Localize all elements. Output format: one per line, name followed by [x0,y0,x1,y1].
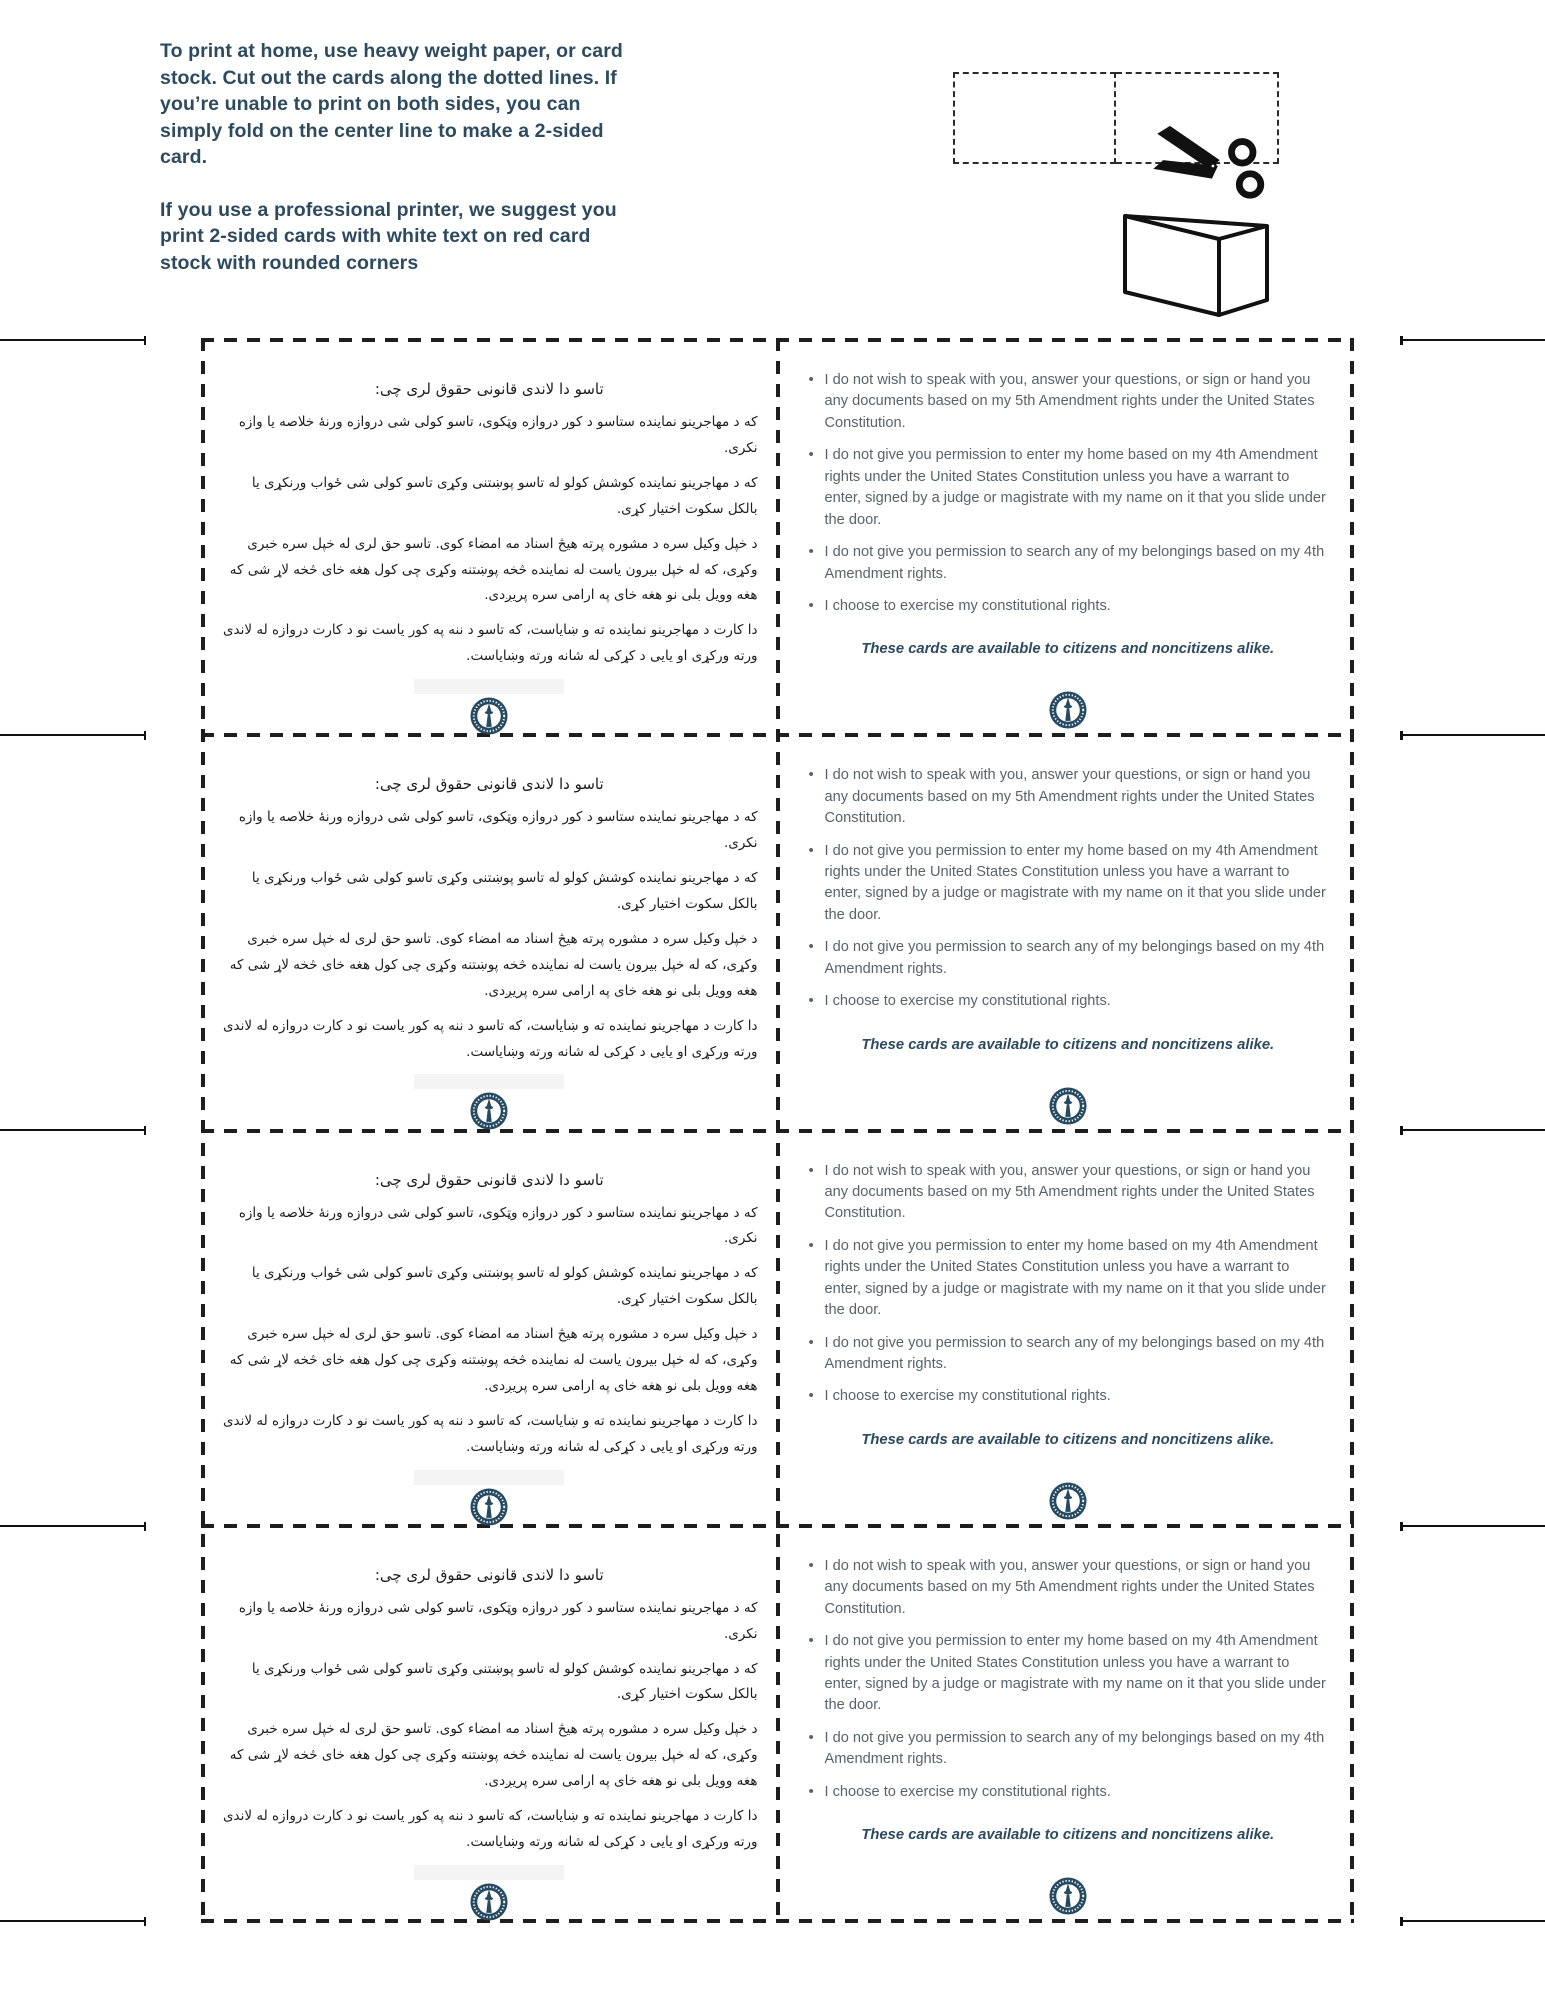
crop-mark [1400,339,1545,341]
pashto-paragraph: که د مهاجرینو نماینده ستاسو د کور دروازه وټکوی، تاسو کولی شی دروازه ورنۀ خلاصه یا وازه نکری. [238,414,758,456]
pashto-paragraph: د خپل وکیل سره د مشوره پرته هیڅ اسناد مه امضاء کوی. تاسو حق لری له خپل سره خبری وکړی، که له خپل بیرون یاست له نماینده څخه پوښتنه وکړی چی کول هغه خای څخه لاړ شی که هغه وویل بلی نو هغه خای په ارامی سره پریږدی. [229,1721,758,1790]
pashto-paragraph: که د مهاجرینو نماینده ستاسو د کور دروازه وټکوی، تاسو کولی شی دروازه ورنۀ خلاصه یا وازه نکری. [238,1204,758,1247]
home-print-instructions: To print at home, use heavy weight paper, or card stock. Cut out the cards along the dotted lines. If you’re unable to print on both sides, you can simply fold on the center line to make a 2-sided card. [160,40,623,169]
citizens-note: These cards are available to citizens and noncitizens alike. [861,641,1275,658]
organization-seal-icon [470,1092,508,1130]
pashto-paragraph: د خپل وکیل سره د مشوره پرته هیڅ اسناد مه امضاء کوی. تاسو حق لری له خپل سره خبری وکړی، که له خپل بیرون یاست له نماینده څخه پوښتنه وکړی چی کول هغه خای څخه لاړ شی که هغه وویل بلی نو هغه خای په ارامی سره پریږدی. [229,930,758,999]
rights-bullet-list [806,1556,1331,1814]
faded-url-area [414,1865,564,1880]
english-rights-card [778,1526,1353,1921]
pashto-card-heading: تاسو دا لاندی قانونی حقوق لری چی: [374,1170,604,1189]
crop-mark [0,339,146,341]
pashto-card-heading: تاسو دا لاندی قانونی حقوق لری چی: [374,380,604,398]
pashto-paragraph: د خپل وکیل سره د مشوره پرته هیڅ اسناد مه امضاء کوی. تاسو حق لری له خپل سره خبری وکړی، که له خپل بیرون یاست له نماینده څخه پوښتنه وکړی چی کول هغه خای څخه لاړ شی که هغه وویل بلی نو هغه خای په ارامی سره پریږدی. [229,1326,758,1394]
rights-bullet: • I choose to exercise my constitutional rights. [806,596,1331,617]
pashto-paragraph: دا کارت د مهاجرینو نماینده ته و ښایاست، که تاسو د ننه په کور یاست نو د کارت دروازه له لاندی ورته ورکړی او یایی د کړکی له شانه ورته وښایاست. [222,1412,758,1455]
crop-mark [0,734,146,736]
pashto-paragraph: د خپل وکیل سره د مشوره پرته هیڅ اسناد مه امضاء کوی. تاسو حق لری له خپل سره خبری وکړی، که له خپل بیرون یاست له نماینده څخه پوښتنه وکړی چی کول هغه خای څخه لاړ شی که هغه وویل بلی نو هغه خای په ارامی سره پریږدی. [229,535,758,604]
crop-mark [1400,1129,1545,1131]
faded-url-area [414,679,564,694]
rights-bullet: • I do not wish to speak with you, answer your questions, or sign or hand you any documents based on my 5th Amendment rights under the United States Constitution. [806,1161,1331,1225]
organization-seal-icon [1049,1087,1087,1125]
print-instructions [160,38,646,276]
faded-url-area [414,1470,564,1485]
rights-bullet: • I do not give you permission to search any of my belongings based on my 4th Amendment rights. [806,937,1331,980]
crop-mark [0,1129,146,1131]
rights-bullet: • I do not give you permission to search any of my belongings based on my 4th Amendment rights. [806,1728,1331,1771]
organization-seal-icon [470,1488,508,1526]
rights-bullet: • I do not give you permission to enter my home based on my 4th Amendment rights under the United States Constitution unless you have a warrant to enter, signed by a judge or magistrate with my name on it that you slide under the door. [806,445,1331,531]
organization-seal-icon [470,1883,508,1921]
rights-bullet: • I do not give you permission to search any of my belongings based on my 4th Amendment rights. [806,1333,1331,1376]
citizens-note: These cards are available to citizens and noncitizens alike. [861,1827,1275,1844]
pashto-paragraph: که د مهاجرینو نماینده کوشش کولو له تاسو پوښتنی وکړی تاسو کولی شی ځواب ورنکړی یا بالکل سکوت اختیار کړی. [251,474,758,517]
english-rights-card [778,735,1353,1130]
citizens-note: These cards are available to citizens and noncitizens alike. [861,1036,1275,1053]
organization-seal-icon [1049,691,1087,729]
pashto-rights-card [203,340,778,735]
rights-bullet: • I choose to exercise my constitutional rights. [806,1782,1331,1803]
card-grid [203,340,1352,1921]
pashto-paragraph: دا کارت د مهاجرینو نماینده ته و ښایاست، که تاسو د ننه په کور یاست نو د کارت دروازه له لاندی ورته ورکړی او یایی د کړکی له شانه ورته وښایاست. [222,622,758,665]
rights-bullet: • I do not give you permission to enter my home based on my 4th Amendment rights under the United States Constitution unless you have a warrant to enter, signed by a judge or magistrate with my name on it that you slide under the door. [806,1631,1331,1717]
pashto-card-heading: تاسو دا لاندی قانونی حقوق لری چی: [374,1565,604,1584]
citizens-note: These cards are available to citizens and noncitizens alike. [861,1431,1275,1448]
pashto-paragraph: که د مهاجرینو نماینده کوشش کولو له تاسو پوښتنی وکړی تاسو کولی شی ځواب ورنکړی یا بالکل سکوت اختیار کړی. [251,870,758,912]
crop-mark [1400,734,1545,736]
rights-bullet: • I do not give you permission to search any of my belongings based on my 4th Amendment rights. [806,542,1331,585]
rights-bullet: • I do not wish to speak with you, answer your questions, or sign or hand you any documents based on my 5th Amendment rights under the United States Constitution. [806,1556,1331,1620]
rights-bullet: • I do not wish to speak with you, answer your questions, or sign or hand you any documents based on my 5th Amendment rights under the United States Constitution. [806,765,1331,829]
organization-seal-icon [1049,1482,1087,1520]
pashto-paragraph: که د مهاجرینو نماینده ستاسو د کور دروازه وټکوی، تاسو کولی شی دروازه ورنۀ خلاصه یا وازه نکری. [238,1599,758,1642]
organization-seal-icon [470,697,508,735]
pashto-paragraph: که د مهاجرینو نماینده کوشش کولو له تاسو پوښتنی وکړی تاسو کولی شی ځواب ورنکړی یا بالکل سکوت اختیار کړی. [251,1660,758,1703]
rights-bullet: • I do not give you permission to enter my home based on my 4th Amendment rights under the United States Constitution unless you have a warrant to enter, signed by a judge or magistrate with my name on it that you slide under the door. [806,1236,1331,1322]
pashto-paragraph: دا کارت د مهاجرینو نماینده ته و ښایاست، که تاسو د ننه په کور یاست نو د کارت دروازه له لاندی ورته ورکړی او یایی د کړکی له شانه ورته وښایاست. [222,1017,758,1060]
pashto-rights-card [203,735,778,1130]
crop-mark [0,1525,146,1527]
organization-seal-icon [1049,1877,1087,1915]
faded-url-area [414,1074,564,1089]
folded-card-icon [1121,210,1271,328]
rights-bullet-list [806,765,1331,1023]
pashto-card-heading: تاسو دا لاندی قانونی حقوق لری چی: [374,775,604,794]
pashto-paragraph: که د مهاجرینو نماینده ستاسو د کور دروازه وټکوی، تاسو کولی شی دروازه ورنۀ خلاصه یا وازه نکری. [238,809,758,852]
rights-bullet-list [806,370,1331,628]
english-rights-card [778,340,1353,735]
rights-bullet: • I do not give you permission to enter my home based on my 4th Amendment rights under the United States Constitution unless you have a warrant to enter, signed by a judge or magistrate with my name on it that you slide under the door. [806,841,1331,927]
rights-bullet-list [806,1161,1331,1419]
crop-mark [0,1920,146,1922]
pashto-paragraph: که د مهاجرینو نماینده کوشش کولو له تاسو پوښتنی وکړی تاسو کولی شی ځواب ورنکړی یا بالکل سکوت اختیار کړی. [251,1265,758,1308]
pashto-paragraph: دا کارت د مهاجرینو نماینده ته و ښایاست، که تاسو د ننه په کور یاست نو د کارت دروازه له لاندی ورته ورکړی او یایی د کړکی له شانه ورته وښایاست. [222,1808,758,1850]
professional-print-instructions: If you use a professional printer, we suggest you print 2-sided cards with white text on red card stock with rounded corners [160,198,617,274]
rights-bullet: • I do not wish to speak with you, answer your questions, or sign or hand you any documents based on my 5th Amendment rights under the United States Constitution. [806,370,1331,434]
crop-mark [1400,1525,1545,1527]
crop-mark [1400,1920,1545,1922]
pashto-rights-card [203,1526,778,1921]
cutout-illustration [953,72,1293,327]
dotted-card-outline-left [953,72,1116,164]
rights-bullet: • I choose to exercise my constitutional rights. [806,1386,1331,1407]
english-rights-card [778,1131,1353,1526]
pashto-rights-card [203,1131,778,1526]
scissors-icon [1151,122,1269,206]
rights-bullet: • I choose to exercise my constitutional rights. [806,991,1331,1012]
